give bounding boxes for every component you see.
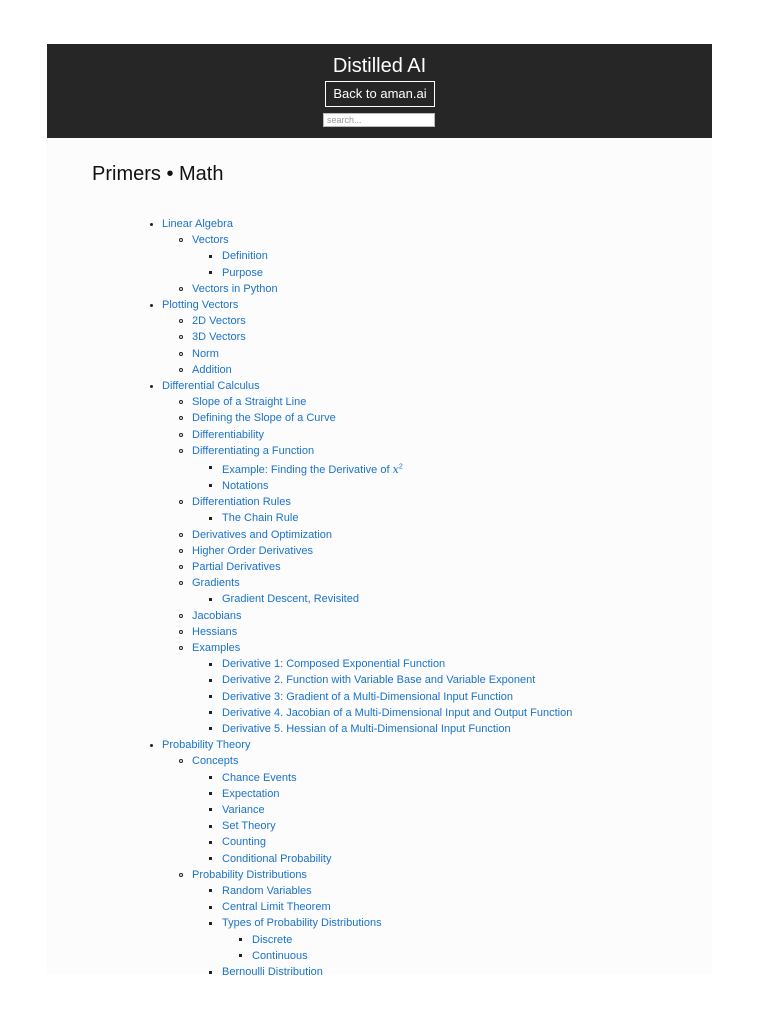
toc-item [87, 329, 572, 345]
toc-item [87, 478, 572, 494]
toc-link[interactable] [222, 707, 572, 719]
bullet-icon [150, 304, 153, 307]
toc-link[interactable] [192, 496, 291, 508]
search-input[interactable] [323, 113, 435, 127]
toc-link-label: Vectors [192, 234, 229, 247]
toc-item [87, 559, 572, 575]
toc-item [87, 851, 572, 867]
toc-link-label: Expectation [222, 787, 280, 800]
toc-link-label: Partial Derivatives [192, 560, 281, 573]
bullet-icon [209, 255, 212, 258]
toc-link[interactable] [162, 299, 238, 311]
bullet-icon [150, 223, 153, 226]
toc-link-label: Gradient Descent, Revisited [222, 593, 359, 606]
toc-item [87, 915, 572, 931]
toc-link[interactable] [192, 234, 229, 246]
toc-link[interactable] [252, 934, 292, 946]
toc-link[interactable] [222, 804, 265, 816]
bullet-icon [209, 271, 212, 274]
toc-link[interactable] [222, 480, 268, 492]
toc-link-label: Conditional Probability [222, 852, 332, 865]
toc-link[interactable] [192, 331, 246, 343]
bullet-icon [179, 238, 183, 242]
toc-item [87, 313, 572, 329]
toc-link[interactable] [192, 545, 313, 557]
toc-item [87, 818, 572, 834]
toc-link-label: Derivative 5. Hessian of a Multi-Dimensional Input Function [222, 722, 511, 735]
bullet-icon [209, 711, 212, 714]
bullet-icon [209, 857, 212, 860]
toc-link-label: Differentiating a Function [192, 444, 315, 457]
toc-link[interactable] [222, 772, 297, 784]
toc-item [87, 248, 572, 264]
bullet-icon [150, 385, 153, 388]
toc-link[interactable] [222, 267, 263, 279]
bullet-icon [209, 808, 212, 811]
bullet-icon [209, 517, 212, 520]
toc-item [87, 883, 572, 899]
toc-item [87, 608, 572, 624]
toc-link-label: Bernoulli Distribution [222, 966, 323, 978]
bullet-icon [209, 484, 212, 487]
toc-item [87, 640, 572, 656]
toc-item [87, 527, 572, 543]
toc-link[interactable] [192, 412, 336, 424]
bullet-icon [179, 368, 183, 372]
toc-link[interactable] [192, 626, 237, 638]
toc-link-label: Purpose [222, 266, 263, 279]
toc-item [87, 786, 572, 802]
toc-link[interactable] [222, 788, 279, 800]
toc-item [87, 362, 572, 378]
toc-item [87, 459, 572, 478]
toc-link[interactable] [222, 966, 323, 978]
toc-item [87, 753, 572, 769]
toc-link-label: Jacobians [192, 609, 242, 622]
toc-link[interactable] [222, 853, 331, 865]
toc-item [87, 543, 572, 559]
bullet-icon [179, 614, 183, 618]
toc-link-label: Derivative 4. Jacobian of a Multi-Dimensional Input and Output Function [222, 706, 573, 719]
bullet-icon [179, 873, 183, 877]
toc-link[interactable] [222, 512, 298, 524]
bullet-icon [179, 565, 183, 569]
toc-link-label: Variance [222, 803, 265, 816]
toc-link-label: 2D Vectors [192, 315, 246, 328]
toc-link-label: Probability Theory [162, 739, 251, 752]
toc-link-label: Examples [192, 641, 241, 654]
bullet-icon [150, 744, 153, 747]
bullet-icon [179, 400, 183, 404]
main-content [47, 138, 712, 978]
toc-link[interactable] [192, 642, 240, 654]
toc-link[interactable] [222, 836, 266, 848]
toc-link-label: Central Limit Theorem [222, 901, 331, 914]
bullet-icon [179, 581, 183, 585]
bullet-icon [209, 466, 212, 469]
toc-link-label: Counting [222, 836, 267, 849]
toc-item [87, 394, 572, 410]
toc-item [87, 591, 572, 607]
toc-link-label: Continuous [252, 949, 308, 962]
bullet-icon [179, 335, 183, 339]
toc-link-label: Plotting Vectors [162, 299, 239, 312]
toc-item [87, 232, 572, 248]
toc-link[interactable] [162, 739, 250, 751]
toc-link-label: Slope of a Straight Line [192, 396, 307, 409]
toc-link-label: Addition [192, 363, 232, 376]
toc-link-label: Example: Finding the Derivative of [222, 463, 393, 476]
bullet-icon [209, 841, 212, 844]
bullet-icon [179, 549, 183, 553]
bullet-icon [179, 416, 183, 420]
toc-item [87, 575, 572, 591]
toc-item [87, 427, 572, 443]
toc-link-label: Gradients [192, 577, 240, 590]
site-header [47, 44, 712, 138]
toc-link[interactable] [222, 593, 359, 605]
toc-item [87, 737, 572, 753]
bullet-icon [179, 319, 183, 323]
bullet-icon [179, 287, 183, 291]
toc-link[interactable] [192, 283, 278, 295]
toc-link[interactable] [192, 396, 306, 408]
bullet-icon [239, 938, 242, 941]
toc-link[interactable] [252, 950, 308, 962]
toc-link-label: Vectors in Python [192, 282, 278, 295]
toc-item [87, 721, 572, 737]
toc-link[interactable] [192, 755, 238, 767]
toc-item [87, 510, 572, 526]
bullet-icon [179, 449, 183, 453]
toc-item [87, 265, 572, 281]
toc-link[interactable] [192, 869, 307, 881]
toc-item [87, 216, 572, 232]
toc-link-label: Notations [222, 479, 269, 492]
toc-link-label: The Chain Rule [222, 512, 299, 525]
toc-link[interactable] [222, 674, 535, 686]
bullet-icon [209, 663, 212, 666]
bullet-icon [209, 776, 212, 779]
toc-link[interactable] [192, 577, 240, 589]
toc-item [87, 281, 572, 297]
toc-item [87, 802, 572, 818]
toc-link[interactable] [222, 464, 403, 476]
toc-link[interactable] [222, 250, 268, 262]
toc-link-label: Derivative 3: Gradient of a Multi-Dimensional Input Function [222, 690, 514, 703]
bullet-icon [209, 792, 212, 795]
math-variable: x [392, 462, 399, 476]
bullet-icon [209, 889, 212, 892]
bullet-icon [179, 500, 183, 504]
toc-link[interactable] [192, 348, 219, 360]
toc-link[interactable] [222, 901, 331, 913]
toc-link[interactable] [162, 380, 260, 392]
toc-link-label: 3D Vectors [192, 331, 246, 344]
back-to-aman-ai-button[interactable]: Back to aman.ai [325, 81, 435, 107]
toc-item [87, 964, 572, 980]
toc-link[interactable] [192, 610, 242, 622]
bullet-icon [209, 971, 212, 974]
bullet-icon [209, 598, 212, 601]
toc-link-label: Differentiation Rules [192, 496, 291, 509]
bullet-icon [179, 433, 183, 437]
toc-link[interactable] [222, 885, 312, 897]
toc-link-label: Linear Algebra [162, 218, 233, 230]
toc-link[interactable] [222, 691, 513, 703]
toc-link-label: Probability Distributions [192, 868, 307, 881]
toc-link[interactable] [192, 364, 232, 376]
toc-link[interactable] [192, 561, 281, 573]
bullet-icon [209, 906, 212, 909]
toc-item [87, 346, 572, 362]
toc-link[interactable] [192, 429, 264, 441]
toc-link-label: Norm [192, 347, 219, 360]
toc-item [87, 899, 572, 915]
toc-item [87, 770, 572, 786]
toc-item [87, 834, 572, 850]
toc-link-label: Derivative 2. Function with Variable Base and Variable Exponent [222, 674, 536, 687]
toc-link[interactable] [222, 723, 511, 735]
toc-link-label: Types of Probability Distributions [222, 917, 382, 930]
toc-link[interactable] [192, 445, 314, 457]
toc-link[interactable] [222, 658, 445, 670]
toc-link-label: Higher Order Derivatives [192, 544, 314, 557]
toc-item [87, 672, 572, 688]
toc-item [87, 494, 572, 510]
toc-item [87, 689, 572, 705]
toc-item [87, 705, 572, 721]
bullet-icon [179, 646, 183, 650]
bullet-icon [209, 922, 212, 925]
toc-link-label: Defining the Slope of a Curve [192, 412, 336, 425]
toc-item [87, 378, 572, 394]
toc-link-label: Chance Events [222, 771, 297, 784]
toc-link-label: Random Variables [222, 884, 312, 897]
toc-link-label: Discrete [252, 933, 293, 946]
bullet-icon [209, 695, 212, 698]
toc-link-label: Derivative 1: Composed Exponential Function [222, 658, 446, 671]
bullet-icon [209, 679, 212, 682]
toc-link-label: Concepts [192, 755, 239, 768]
toc-link[interactable] [222, 820, 276, 832]
bullet-icon [209, 825, 212, 828]
table-of-contents [47, 216, 572, 980]
page-title: Primers • Math [92, 163, 224, 185]
bullet-icon [179, 630, 183, 634]
toc-item [87, 867, 572, 883]
toc-link[interactable] [192, 529, 332, 541]
toc-item [87, 410, 572, 426]
toc-link-label: Definition [222, 250, 268, 263]
toc-link-label: Hessians [192, 625, 238, 638]
toc-link[interactable] [222, 917, 382, 929]
bullet-icon [179, 759, 183, 763]
bullet-icon [179, 533, 183, 537]
toc-item [87, 656, 572, 672]
toc-link-label: Derivatives and Optimization [192, 528, 333, 541]
toc-link-label: Set Theory [222, 820, 276, 833]
toc-link-label: Differentiability [192, 428, 264, 441]
toc-link[interactable] [192, 315, 246, 327]
toc-item [87, 443, 572, 459]
toc-item [87, 624, 572, 640]
bullet-icon [209, 727, 212, 730]
bullet-icon [179, 352, 183, 356]
toc-item [87, 948, 572, 964]
toc-item [87, 932, 572, 948]
toc-item [87, 297, 572, 313]
math-exponent: 2 [398, 463, 403, 471]
site-title[interactable]: Distilled AI [332, 55, 427, 77]
toc-link-label: Differential Calculus [162, 380, 260, 393]
bullet-icon [239, 954, 242, 957]
toc-link[interactable] [162, 218, 233, 230]
